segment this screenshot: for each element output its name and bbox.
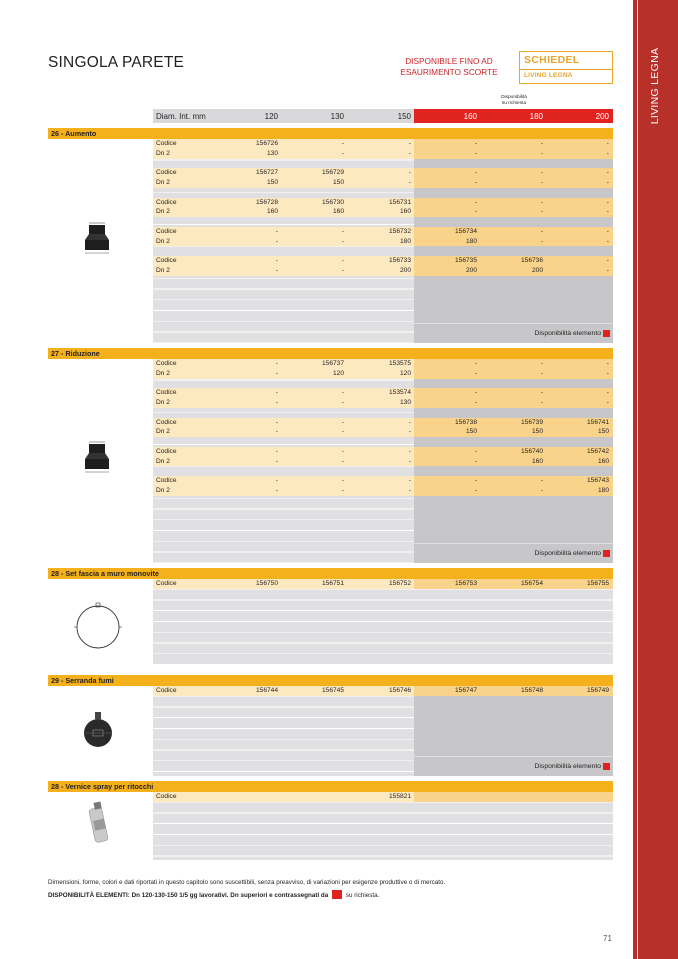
row-label: Codice [156,198,177,206]
table-cell: - [341,140,344,147]
table-cell: 150 [332,179,344,186]
table-cell: 156728 [255,198,278,206]
header-col-180: 180 [529,112,543,121]
table-cell: - [540,477,543,484]
table-cell: 156754 [520,580,543,587]
table-cell: - [474,369,477,377]
table-cell: - [606,179,609,186]
table-cell: - [275,360,278,367]
table-cell: - [606,399,609,406]
table-cell: 160 [399,208,411,216]
table-cell: - [540,237,543,245]
row-label: Codice [156,227,177,235]
table-row [153,792,613,802]
row-label: Dn 2 [156,149,170,157]
table-cell: 156753 [454,580,477,587]
section-header-vernice-spray [48,781,613,792]
table-cell: 160 [266,208,278,216]
table-cell: - [408,486,411,494]
aumento-illustration [82,221,112,257]
table-row [153,149,613,159]
row-label: Codice [156,257,177,264]
table-cell: - [540,198,543,206]
page-title: SINGOLA PARETE [48,54,185,71]
table-cell: - [341,428,344,436]
row-label: Dn 2 [156,237,170,245]
table-row [153,178,613,188]
section-header-aumento [48,128,613,139]
availability-legend-text: Disponibilità elemento [534,763,601,770]
row-label: Codice [156,169,177,177]
table-cell: - [540,399,543,406]
table-cell: - [540,208,543,216]
spray-can-illustration [86,798,114,848]
table-cell: - [474,179,477,186]
table-grid-set-fascia [153,579,613,665]
table-cell: - [341,447,344,455]
header-col-150: 150 [397,112,411,121]
table-cell: - [474,457,477,465]
damper-illustration [82,710,114,754]
row-label: Dn 2 [156,428,170,436]
table-cell: - [275,257,278,264]
table-row [153,418,613,428]
table-cell: 200 [399,266,411,274]
table-cell: - [408,179,411,186]
row-label: Dn 2 [156,457,170,465]
availability-on-request-note [484,95,544,106]
table-row [153,579,613,589]
table-cell: 200 [531,266,543,274]
table-cell: 156749 [586,687,609,694]
table-cell: - [408,457,411,465]
availability-note-line2: su richiesta [501,100,527,106]
row-label: Dn 2 [156,399,170,406]
footer-availability [48,890,379,899]
table-cell: 130 [399,399,411,406]
table-cell: 120 [399,369,411,377]
table-cell: - [341,257,344,264]
table-cell: - [408,477,411,484]
table-cell: 150 [597,428,609,436]
availability-legend [414,757,613,776]
table-cell: - [341,486,344,494]
table-cell: - [540,389,543,397]
row-label: Codice [156,687,177,694]
table-cell: - [341,389,344,397]
table-cell: - [275,389,278,397]
table-cell: - [275,227,278,235]
table-cell: - [540,149,543,157]
table-row [153,207,613,217]
table-cell: - [606,389,609,397]
table-cell: - [474,389,477,397]
row-label: Codice [156,389,177,397]
table-cell: 156743 [586,477,609,484]
header-col-160: 160 [463,112,477,121]
table-row [153,227,613,237]
table-cell: - [474,360,477,367]
section-header-serranda-fumi [48,675,613,686]
section-header-set-fascia [48,568,613,579]
table-cell: 150 [531,428,543,436]
table-cell: 180 [399,237,411,245]
table-cell: 160 [531,457,543,465]
table-cell: 156731 [388,198,411,206]
table-cell: 156726 [255,140,278,147]
table-cell: - [606,369,609,377]
table-cell: - [540,179,543,186]
row-label: Codice [156,447,177,455]
footer-availability-bold: DISPONIBILITÀ ELEMENTI: Dn 120-130-150 1/5 gg lavorativi. Dn superiori e contrassegnati da [48,892,329,899]
table-cell: 156729 [321,169,344,177]
table-cell: 180 [597,486,609,494]
table-cell: - [606,198,609,206]
table-row [153,457,613,467]
table-cell: - [606,208,609,216]
table-row [153,398,613,408]
table-cell: - [408,418,411,426]
table-cell: 156755 [586,580,609,587]
table-cell: - [606,140,609,147]
table-cell: - [341,227,344,235]
table-cell: - [606,227,609,235]
schiedel-logo [519,51,613,84]
table-cell: - [606,169,609,177]
table-cell: 156745 [321,687,344,694]
section-header-riduzione [48,348,613,359]
row-label: Dn 2 [156,266,170,274]
table-cell: - [606,149,609,157]
table-grid-vernice-spray [153,792,613,860]
table-cell: - [275,399,278,406]
availability-legend-text: Disponibilità elemento [534,330,601,337]
table-cell: 156738 [454,418,477,426]
table-cell: 156730 [321,198,344,206]
table-cell: 153574 [388,389,411,397]
row-label: Dn 2 [156,486,170,494]
riduzione-illustration [82,440,112,476]
on-request-band-serranda-fumi [414,686,613,756]
availability-notice-line2: ESAURIMENTO SCORTE [400,67,498,77]
table-cell: - [341,237,344,245]
table-cell: - [474,447,477,455]
logo-brand: SCHIEDEL [524,54,580,66]
table-cell: - [341,457,344,465]
table-cell: 155821 [388,793,411,800]
table-cell: 156746 [388,687,411,694]
footer-availability-end: su richiesta. [345,892,380,899]
table-cell: 180 [465,237,477,245]
header-col-130: 130 [330,112,344,121]
table-cell: - [540,227,543,235]
row-label: Dn 2 [156,369,170,377]
table-cell: - [275,418,278,426]
red-square-icon [603,330,610,337]
table-cell: 156737 [321,360,344,367]
table-cell: 130 [266,149,278,157]
logo-divider [520,69,612,70]
table-cell: - [474,140,477,147]
table-cell: 156732 [388,227,411,235]
table-cell: - [275,447,278,455]
table-cell: - [341,149,344,157]
table-cell: - [341,266,344,274]
table-cell: - [540,140,543,147]
header-col-120: 120 [264,112,278,121]
footer-disclaimer: Dimensioni, forme, colori e dati riportati in questo capitolo sono suscettibili, senza preavviso, di variazioni per esigenze produttive o di mercato. [48,879,446,886]
availability-note-line1: Disponibilità [501,95,527,100]
table-cell: - [540,486,543,494]
section-title: 29 - Serranda fumi [51,676,114,685]
table-cell: 156736 [520,257,543,264]
row-label: Codice [156,140,177,147]
table-row [153,427,613,437]
row-label: Codice [156,793,177,800]
row-label: Codice [156,477,177,484]
row-label: Codice [156,418,177,426]
table-cell: - [474,486,477,494]
table-cell: - [474,169,477,177]
table-row [153,266,613,276]
table-cell: 156735 [454,257,477,264]
table-cell: - [341,418,344,426]
table-cell: 200 [465,266,477,274]
table-cell: 156739 [520,418,543,426]
table-cell: - [341,399,344,406]
availability-notice [394,56,504,78]
red-square-icon [603,550,610,557]
row-label: Codice [156,580,177,587]
table-cell: 156750 [255,580,278,587]
row-label: Codice [156,360,177,367]
section-title: 28 - Vernice spray per ritocchi [51,782,154,791]
section-title: 27 - Riduzione [51,349,100,358]
table-cell: - [474,477,477,484]
table-cell: 156751 [321,580,344,587]
table-row [153,388,613,398]
side-tab-line [637,0,638,959]
table-cell: 156733 [388,257,411,264]
table-cell: - [341,477,344,484]
header-col-200: 200 [595,112,609,121]
table-cell: 150 [465,428,477,436]
side-tab-label: LIVING LEGNA [649,47,661,125]
table-cell: - [474,149,477,157]
table-row [153,476,613,486]
table-cell: - [606,237,609,245]
red-square-icon [332,890,342,899]
table-cell: - [540,169,543,177]
table-cell: 120 [332,369,344,377]
table-row [153,369,613,379]
table-cell: - [275,266,278,274]
table-cell: - [474,198,477,206]
table-cell: 156727 [255,169,278,177]
table-cell: - [275,237,278,245]
table-cell: - [275,486,278,494]
table-cell: 160 [597,457,609,465]
logo-sub: LIVING LEGNA [524,72,573,79]
table-cell: - [408,140,411,147]
table-cell: - [474,399,477,406]
table-cell: - [408,428,411,436]
on-request-cell-band [414,792,613,802]
red-square-icon [603,763,610,770]
section-title: 26 - Aumento [51,129,97,138]
table-cell: 153575 [388,360,411,367]
table-cell: 156740 [520,447,543,455]
diameter-label: Diam. Int. mm [156,112,206,121]
table-cell: - [408,149,411,157]
table-cell: - [474,208,477,216]
row-label: Dn 2 [156,179,170,186]
availability-legend [414,324,613,343]
diameter-header [153,109,613,123]
table-cell: - [606,257,609,264]
table-cell: - [275,457,278,465]
table-cell: 156752 [388,580,411,587]
table-cell: 150 [266,179,278,186]
table-cell: 156747 [454,687,477,694]
table-row [153,447,613,457]
row-label: Dn 2 [156,208,170,216]
wall-band-illustration [72,600,124,652]
table-cell: 156742 [586,447,609,455]
table-cell: - [275,428,278,436]
table-row [153,198,613,208]
table-row [153,256,613,266]
table-row [153,237,613,247]
table-cell: 156734 [454,227,477,235]
table-cell: - [275,369,278,377]
table-row [153,686,613,696]
availability-notice-line1: DISPONIBILE FINO AD [405,56,493,66]
table-cell: - [606,266,609,274]
table-cell: - [408,447,411,455]
table-row [153,359,613,369]
availability-legend-text: Disponibilità elemento [534,550,601,557]
table-cell: 156744 [255,687,278,694]
table-cell: - [606,360,609,367]
page-number: 71 [603,934,612,943]
availability-legend [414,544,613,563]
table-cell: - [408,169,411,177]
table-cell: 156748 [520,687,543,694]
table-cell: 160 [332,208,344,216]
table-cell: 156741 [586,418,609,426]
table-row [153,168,613,178]
table-row [153,139,613,149]
section-title: 28 - Set fascia a muro monovite [51,569,159,578]
side-tab [633,0,678,959]
table-cell: - [275,477,278,484]
table-cell: - [540,369,543,377]
table-cell: - [540,360,543,367]
table-row [153,486,613,496]
